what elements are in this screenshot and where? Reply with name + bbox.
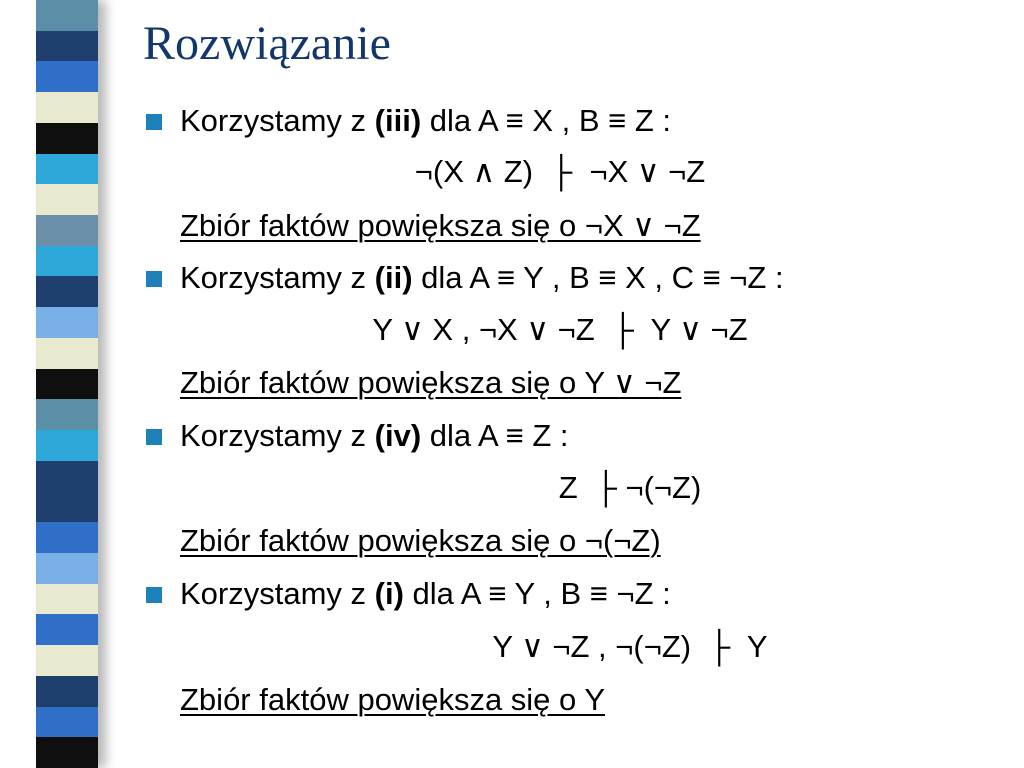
- step-intro-text: dla A ≡ Y , B ≡ X , C ≡ ¬Z :: [412, 260, 784, 295]
- step-intro-text: Korzystamy z: [180, 260, 375, 295]
- step-intro-text: dla A ≡ X , B ≡ Z :: [421, 103, 671, 138]
- step-intro-text: Korzystamy z: [180, 103, 375, 138]
- bullet-marker: [146, 429, 162, 445]
- rule-label: (iv): [374, 418, 422, 453]
- step-intro: [180, 575, 671, 613]
- step-intro: [180, 259, 784, 297]
- step-intro-text: Korzystamy z: [180, 576, 375, 611]
- step-intro: [180, 102, 671, 140]
- rule-label: (i): [374, 576, 404, 611]
- result-line: Zbiór faktów powiększa się o Y ∨ ¬Z: [180, 365, 682, 400]
- step-intro-text: dla A ≡ Y , B ≡ ¬Z :: [403, 576, 671, 611]
- rule-label: (ii): [374, 260, 413, 295]
- derivation: Y ∨ ¬Z , ¬(¬Z) ├ Y: [492, 629, 768, 664]
- derivation: ¬(X ∧ Z) ├ ¬X ∨ ¬Z: [414, 154, 706, 189]
- result-line: Zbiór faktów powiększa się o ¬X ∨ ¬Z: [180, 208, 701, 243]
- rule-label: (iii): [374, 103, 422, 138]
- step-intro-text: dla A ≡ Z :: [421, 418, 569, 453]
- derivation: Y ∨ X , ¬X ∨ ¬Z ├ Y ∨ ¬Z: [372, 312, 748, 347]
- derivation: Z ├ ¬(¬Z): [558, 470, 702, 505]
- result-line: Zbiór faktów powiększa się o ¬(¬Z): [180, 523, 661, 558]
- step-intro-text: Korzystamy z: [180, 418, 375, 453]
- result-line: Zbiór faktów powiększa się o Y: [180, 682, 606, 717]
- slide-title: Rozwiązanie: [143, 17, 391, 70]
- bullet-marker: [146, 114, 162, 130]
- bullet-marker: [146, 587, 162, 603]
- bullet-marker: [146, 271, 162, 287]
- step-intro: [180, 417, 568, 455]
